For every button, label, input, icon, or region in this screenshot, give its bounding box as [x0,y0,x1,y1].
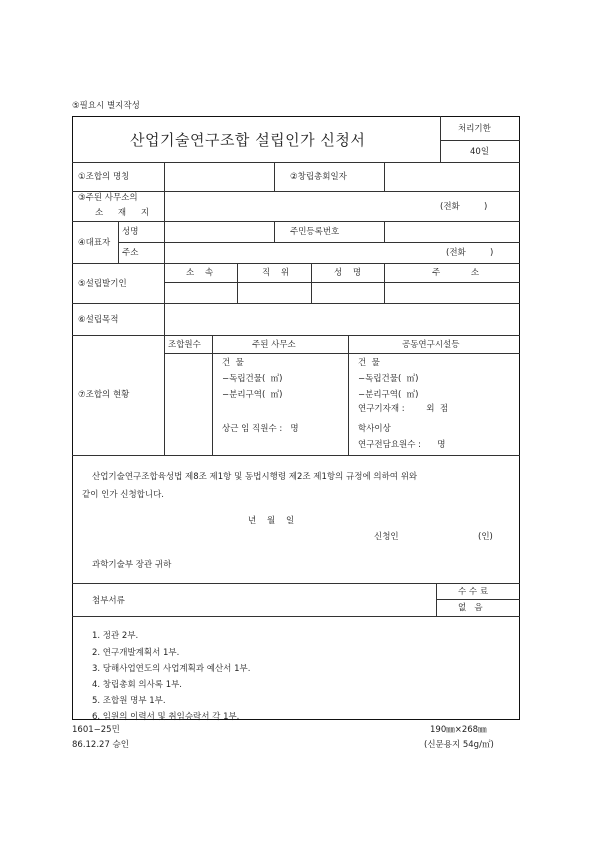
office-standalone: −독립건물( ㎡) [222,374,283,384]
processing-period-value: 40일 [470,147,490,157]
promoter-affiliation-field[interactable] [166,284,235,301]
paper-size: 190㎜×268㎜ [430,725,487,735]
addressee: 과학기술부 장관 귀하 [92,560,172,570]
col-member-count: 조합원수 [168,340,201,350]
union-name-label: ①조합의 명칭 [78,172,130,182]
rep-rrn-field[interactable] [386,223,518,240]
lab-bachelor: 학사이상 [358,424,391,434]
promoters-col-name: 성 명 [334,268,366,278]
promoter-name-field[interactable] [313,284,382,301]
promoters-col-address: 주 소 [432,268,494,278]
statement-date: 년 월 일 [248,516,295,526]
lab-separate: −분리구역( ㎡) [358,390,419,400]
lab-building: 건 물 [358,358,380,368]
form-code: 1601−25민 [72,725,120,735]
col-main-office: 주된 사무소 [252,340,296,350]
form-title: 산업기술연구조합 설립인가 신청서 [130,131,366,149]
rep-address-label: 주소 [122,248,139,258]
office-building: 건 물 [222,358,244,368]
statement-line1: 산업기술연구조합육성법 제8조 제1항 및 동법시행령 제2조 제1항의 규정에 의하여 위와 [92,472,418,482]
rep-name-field[interactable] [166,223,272,240]
attachment-item: 5. 조합원 명부 1부. [92,696,166,706]
founding-date-field[interactable] [386,164,518,189]
purpose-label: ⑥설립목적 [78,315,119,325]
approval-date: 86.12.27 승인 [72,740,129,750]
office-separate: −분리구역( ㎡) [222,390,283,400]
attachment-item: 6. 임원의 이력서 및 취임승락서 각 1부. [92,712,240,722]
top-note: ⑤필요시 별지작성 [72,101,140,111]
union-status-label: ⑦조합의 현황 [78,390,130,400]
fee-label: 수 수 료 [458,587,489,597]
promoter-address-field[interactable] [386,284,518,301]
purpose-field[interactable] [166,305,518,333]
rep-name-label: 성명 [122,227,139,237]
promoter-position-field[interactable] [239,284,309,301]
office-location-field[interactable] [166,193,436,219]
statement-line2: 같이 인가 신청합니다. [82,490,165,500]
promoters-col-affiliation: 소 속 [186,268,218,278]
rep-address-field[interactable] [166,244,436,261]
promoters-col-position: 직 위 [262,268,294,278]
processing-period-label: 처리기한 [458,124,491,134]
rep-phone: (전화 ) [446,248,494,258]
attachment-item: 3. 당해사업연도의 사업계획과 예산서 1부. [92,664,251,674]
attachment-item: 4. 창립총회 의사록 1부. [92,680,183,690]
founding-date-label: ②창립총회일자 [290,172,347,182]
office-location-label: ③주된 사무소의 [78,193,138,203]
office-staff-count: 상근 임 직원수 : 명 [222,424,299,434]
attachments-label: 첨부서류 [92,596,125,606]
attachment-item: 2. 연구개발계획서 1부. [92,648,180,658]
fee-value: 없 음 [458,603,483,613]
lab-equipment: 연구기자재 : 외 점 [358,404,449,414]
office-phone: (전화 ) [440,202,488,212]
paper-type: (신문용지 54g/㎡) [424,740,494,750]
office-location-label-2: 소 재 지 [95,208,156,218]
lab-standalone: −독립건물( ㎡) [358,374,419,384]
seal-mark: (인) [478,532,493,542]
promoters-label: ⑤설립발기인 [78,279,127,289]
rep-rrn-label: 주민등록번호 [290,227,340,237]
applicant-label: 신청인 [374,532,399,542]
col-shared-facility: 공동연구시설등 [402,340,460,350]
representative-label: ④대표자 [78,238,111,248]
union-name-field[interactable] [166,164,272,189]
lab-researcher-count: 연구전담요원수 : 명 [358,440,446,450]
attachment-item: 1. 정관 2부. [92,631,139,641]
